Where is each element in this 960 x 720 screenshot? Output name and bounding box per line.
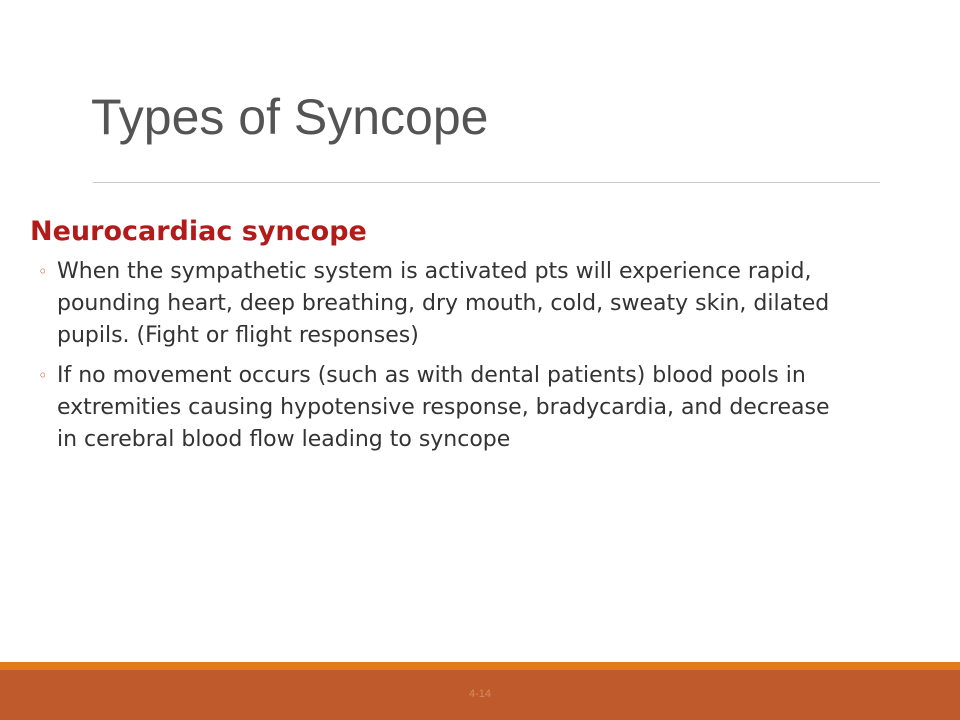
bullet-item [30, 360, 840, 456]
bullet-item [30, 256, 840, 352]
page-number: 4-14 [468, 688, 492, 700]
title-divider [93, 182, 880, 183]
bullet-marker-icon: ◦ [38, 366, 48, 386]
bullet-list [30, 256, 840, 456]
bullet-text: If no movement occurs (such as with dental patients) blood pools in extremities causing hypotensive response, bradycardia, and decrease in cerebral blood flow leading to syncope [57, 363, 830, 453]
footer-accent-stripe [0, 662, 960, 670]
bullet-marker-icon: ◦ [38, 262, 48, 282]
section-heading: Neurocardiac syncope [30, 216, 367, 247]
slide-title: Types of Syncope [91, 89, 489, 145]
bullet-text: When the sympathetic system is activated pts will experience rapid, pounding heart, deep breathing, dry mouth, cold, sweaty skin, dilated pupils. (Fight or flight responses) [57, 259, 830, 349]
slide-content [30, 216, 840, 464]
